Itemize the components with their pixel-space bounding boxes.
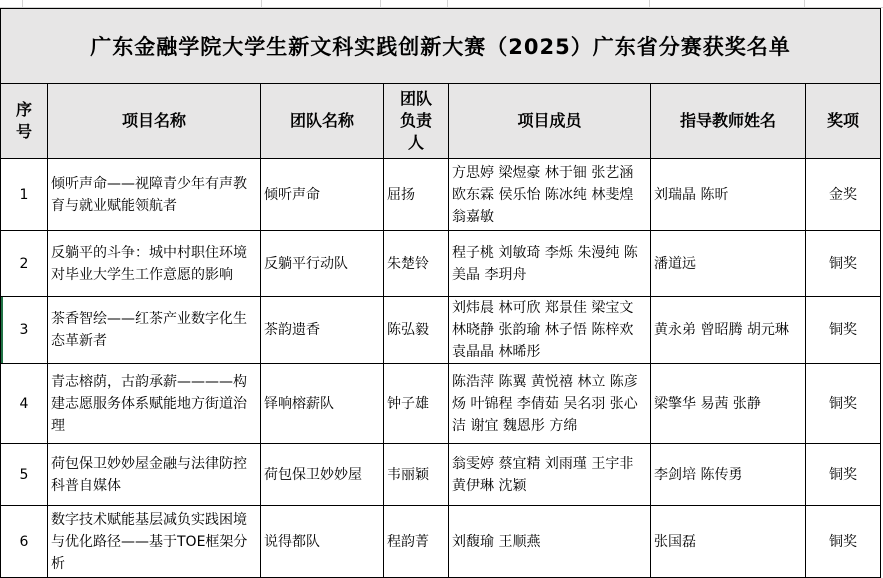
cell-leader[interactable]: 钟子雄 bbox=[384, 364, 449, 444]
cell-team[interactable]: 茶韵遗香 bbox=[261, 297, 384, 364]
cell-project[interactable]: 青志榕荫，古韵承薪————构建志愿服务体系赋能地方街道治理 bbox=[48, 364, 261, 444]
table-row bbox=[1, 506, 881, 578]
cell-leader[interactable]: 朱楚铃 bbox=[384, 231, 449, 297]
cell-award[interactable]: 铜奖 bbox=[806, 297, 881, 364]
column-gridlines bbox=[0, 0, 883, 8]
cell-seq[interactable]: 4 bbox=[1, 364, 48, 444]
cell-members[interactable]: 程子桃 刘敏琦 李烁 朱漫纯 陈美晶 李玥舟 bbox=[449, 231, 651, 297]
header-award[interactable]: 奖项 bbox=[806, 84, 881, 159]
cell-project[interactable]: 荷包保卫妙妙屋金融与法律防控科普自媒体 bbox=[48, 444, 261, 506]
title-row bbox=[1, 9, 881, 84]
cell-award[interactable]: 铜奖 bbox=[806, 506, 881, 578]
awards-table bbox=[0, 8, 881, 578]
table-row bbox=[1, 297, 881, 364]
table-row bbox=[1, 159, 881, 231]
header-project[interactable]: 项目名称 bbox=[48, 84, 261, 159]
cell-members[interactable]: 刘炜晨 林可欣 郑景佳 梁宝文 林晓静 张韵瑜 林子悟 陈梓欢 袁晶晶 林晞彤 bbox=[449, 297, 651, 364]
cell-advisor[interactable]: 张国磊 bbox=[651, 506, 806, 578]
cell-project[interactable]: 倾听声命——视障青少年有声教育与就业赋能领航者 bbox=[48, 159, 261, 231]
cell-seq[interactable]: 3 bbox=[1, 297, 48, 364]
cell-members[interactable]: 刘馥瑜 王顺燕 bbox=[449, 506, 651, 578]
cell-team[interactable]: 倾听声命 bbox=[261, 159, 384, 231]
header-advisor[interactable]: 指导教师姓名 bbox=[651, 84, 806, 159]
cell-members[interactable]: 翁雯婷 蔡宜精 刘雨瑾 王宇非 黄伊琳 沈颖 bbox=[449, 444, 651, 506]
cell-team[interactable]: 反躺平行动队 bbox=[261, 231, 384, 297]
table-row bbox=[1, 231, 881, 297]
cell-team[interactable]: 荷包保卫妙妙屋 bbox=[261, 444, 384, 506]
cell-award[interactable]: 铜奖 bbox=[806, 231, 881, 297]
cell-members[interactable]: 方思婷 梁煜豪 林于钿 张艺涵 欧东霖 侯乐怡 陈冰纯 林斐煌 翁嘉敏 bbox=[449, 159, 651, 231]
cell-leader[interactable]: 陈弘毅 bbox=[384, 297, 449, 364]
table-row bbox=[1, 364, 881, 444]
cell-leader[interactable]: 韦丽颖 bbox=[384, 444, 449, 506]
cell-leader[interactable]: 程韵菁 bbox=[384, 506, 449, 578]
cell-project[interactable]: 茶香智绘——红茶产业数字化生态革新者 bbox=[48, 297, 261, 364]
cell-advisor[interactable]: 李剑培 陈传勇 bbox=[651, 444, 806, 506]
cell-team[interactable]: 说得都队 bbox=[261, 506, 384, 578]
cell-seq[interactable]: 2 bbox=[1, 231, 48, 297]
header-seq[interactable]: 序号 bbox=[1, 84, 48, 159]
cell-team[interactable]: 铎响榕薪队 bbox=[261, 364, 384, 444]
sheet-title[interactable]: 广东金融学院大学生新文科实践创新大赛（2025）广东省分赛获奖名单 bbox=[1, 9, 881, 84]
header-members[interactable]: 项目成员 bbox=[449, 84, 651, 159]
cell-advisor[interactable]: 刘瑞晶 陈昕 bbox=[651, 159, 806, 231]
cell-award[interactable]: 铜奖 bbox=[806, 364, 881, 444]
cell-project[interactable]: 反躺平的斗争：城中村职住环境对毕业大学生工作意愿的影响 bbox=[48, 231, 261, 297]
cell-seq[interactable]: 5 bbox=[1, 444, 48, 506]
cell-advisor[interactable]: 梁擎华 易茜 张静 bbox=[651, 364, 806, 444]
cell-seq[interactable]: 6 bbox=[1, 506, 48, 578]
cell-advisor[interactable]: 潘道远 bbox=[651, 231, 806, 297]
cell-seq[interactable]: 1 bbox=[1, 159, 48, 231]
header-leader[interactable]: 团队负责人 bbox=[384, 84, 449, 159]
cell-project[interactable]: 数字技术赋能基层减负实践困境与优化路径——基于TOE框架分析 bbox=[48, 506, 261, 578]
header-team[interactable]: 团队名称 bbox=[261, 84, 384, 159]
cell-leader[interactable]: 屈扬 bbox=[384, 159, 449, 231]
cell-award[interactable]: 金奖 bbox=[806, 159, 881, 231]
table-row bbox=[1, 444, 881, 506]
cell-award[interactable]: 铜奖 bbox=[806, 444, 881, 506]
cell-advisor[interactable]: 黄永弟 曾昭腾 胡元琳 bbox=[651, 297, 806, 364]
header-row bbox=[1, 84, 881, 159]
cell-members[interactable]: 陈浩萍 陈翼 黄悦禧 林立 陈彦炀 叶锦程 李倩茹 吴名羽 张心洁 谢宜 魏恩彤 方绵 bbox=[449, 364, 651, 444]
